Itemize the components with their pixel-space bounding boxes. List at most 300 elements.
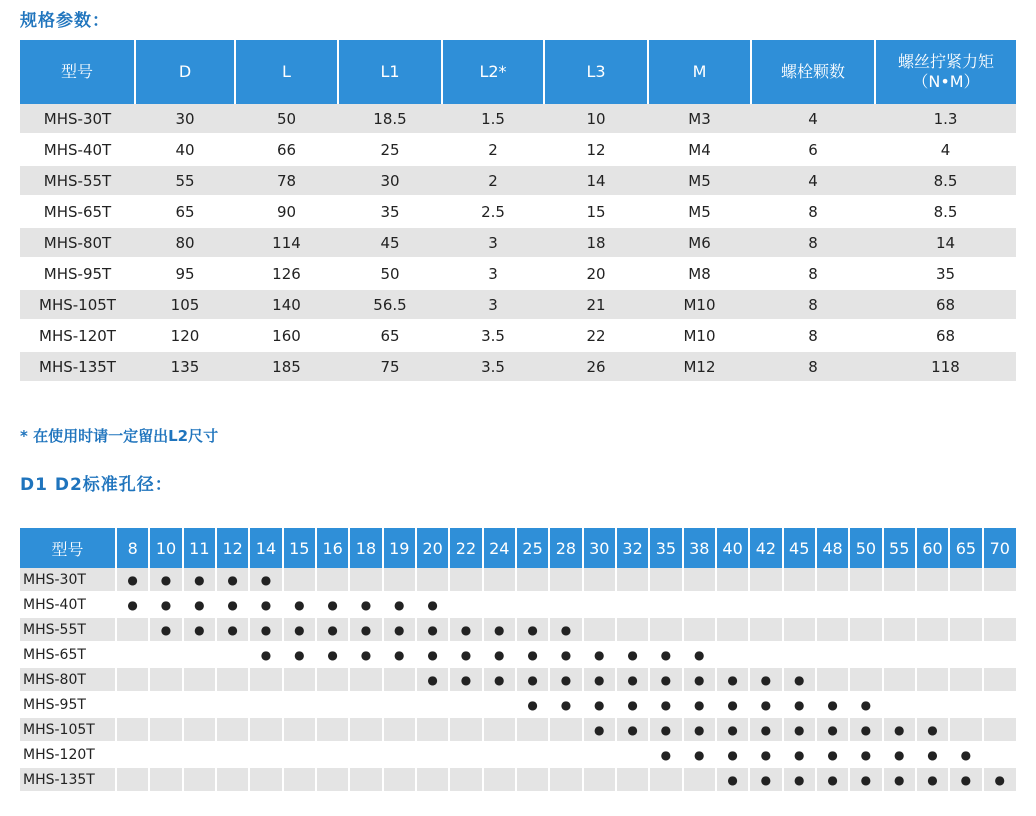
bore-empty-cell [149, 642, 182, 667]
bore-available-dot: ● [216, 592, 249, 617]
spec-value-cell: 120 [135, 320, 235, 351]
spec-value-cell: 4 [875, 134, 1016, 165]
spec-value-cell: 35 [875, 258, 1016, 289]
bore-empty-cell [649, 767, 682, 792]
spec-value-cell: 40 [135, 134, 235, 165]
bore-available-dot: ● [683, 717, 716, 742]
bore-available-dot: ● [216, 617, 249, 642]
bore-model-header: 型号 [20, 528, 116, 568]
bore-empty-cell [983, 642, 1016, 667]
bore-empty-cell [149, 742, 182, 767]
bore-empty-cell [416, 717, 449, 742]
spec-value-cell: M4 [648, 134, 751, 165]
spec-value-cell: 90 [235, 196, 338, 227]
bore-empty-cell [483, 568, 516, 592]
spec-value-cell: 8.5 [875, 165, 1016, 196]
bore-empty-cell [249, 667, 282, 692]
spec-header-cell: 螺栓颗数 [751, 40, 875, 104]
spec-header-row [20, 40, 1016, 104]
bore-available-dot: ● [649, 692, 682, 717]
bore-empty-cell [516, 592, 549, 617]
spec-row [20, 165, 1016, 196]
spec-model-cell: MHS-135T [20, 351, 135, 382]
bore-available-dot: ● [883, 717, 916, 742]
bore-empty-cell [549, 592, 582, 617]
spec-row [20, 351, 1016, 382]
bore-size-header: 11 [183, 528, 216, 568]
spec-value-cell: 18.5 [338, 104, 442, 134]
bore-row [20, 667, 1016, 692]
spec-value-cell: 68 [875, 289, 1016, 320]
bore-row [20, 617, 1016, 642]
spec-value-cell: 1.3 [875, 104, 1016, 134]
bore-available-dot: ● [416, 592, 449, 617]
spec-value-cell: 114 [235, 227, 338, 258]
bore-header-row [20, 528, 1016, 568]
bore-size-header: 10 [149, 528, 182, 568]
bore-empty-cell [249, 717, 282, 742]
bore-empty-cell [949, 692, 982, 717]
bore-empty-cell [116, 617, 149, 642]
bore-empty-cell [549, 717, 582, 742]
bore-empty-cell [349, 692, 382, 717]
bore-empty-cell [383, 717, 416, 742]
bore-available-dot: ● [983, 767, 1016, 792]
bore-empty-cell [816, 642, 849, 667]
spec-value-cell: 3.5 [442, 320, 544, 351]
bore-available-dot: ● [316, 617, 349, 642]
spec-value-cell: 14 [875, 227, 1016, 258]
spec-value-cell: M8 [648, 258, 751, 289]
bore-empty-cell [183, 692, 216, 717]
bore-empty-cell [883, 692, 916, 717]
bore-available-dot: ● [816, 717, 849, 742]
bore-empty-cell [449, 568, 482, 592]
bore-size-header: 70 [983, 528, 1016, 568]
bore-empty-cell [983, 717, 1016, 742]
bore-empty-cell [783, 617, 816, 642]
bore-empty-cell [983, 742, 1016, 767]
bore-available-dot: ● [449, 617, 482, 642]
spec-value-cell: 3.5 [442, 351, 544, 382]
bore-empty-cell [916, 617, 949, 642]
spec-model-cell: MHS-120T [20, 320, 135, 351]
bore-empty-cell [616, 568, 649, 592]
spec-value-cell: 68 [875, 320, 1016, 351]
bore-size-header: 24 [483, 528, 516, 568]
spec-value-cell: M5 [648, 196, 751, 227]
spec-value-cell: 75 [338, 351, 442, 382]
spec-section-title: 规格参数： [20, 11, 110, 31]
bore-available-dot: ● [949, 742, 982, 767]
bore-available-dot: ● [749, 667, 782, 692]
bore-empty-cell [116, 692, 149, 717]
bore-size-header: 22 [449, 528, 482, 568]
bore-available-dot: ● [283, 592, 316, 617]
spec-value-cell: 140 [235, 289, 338, 320]
bore-empty-cell [849, 592, 882, 617]
bore-available-dot: ● [783, 767, 816, 792]
spec-value-cell: 80 [135, 227, 235, 258]
bore-empty-cell [683, 767, 716, 792]
bore-empty-cell [449, 742, 482, 767]
bore-empty-cell [216, 642, 249, 667]
bore-available-dot: ● [649, 667, 682, 692]
bore-empty-cell [183, 667, 216, 692]
bore-empty-cell [883, 642, 916, 667]
bore-table [20, 528, 1016, 793]
bore-available-dot: ● [816, 692, 849, 717]
bore-available-dot: ● [549, 642, 582, 667]
bore-size-header: 15 [283, 528, 316, 568]
spec-value-cell: 105 [135, 289, 235, 320]
bore-size-header: 30 [583, 528, 616, 568]
bore-empty-cell [383, 692, 416, 717]
bore-available-dot: ● [783, 692, 816, 717]
bore-available-dot: ● [283, 642, 316, 667]
bore-empty-cell [316, 717, 349, 742]
bore-empty-cell [616, 742, 649, 767]
bore-available-dot: ● [583, 692, 616, 717]
bore-empty-cell [416, 742, 449, 767]
bore-empty-cell [616, 592, 649, 617]
spec-value-cell: 8 [751, 227, 875, 258]
spec-header-cell: L2* [442, 40, 544, 104]
bore-available-dot: ● [349, 617, 382, 642]
spec-value-cell: 50 [235, 104, 338, 134]
bore-row [20, 717, 1016, 742]
bore-empty-cell [783, 568, 816, 592]
bore-empty-cell [383, 767, 416, 792]
spec-value-cell: 18 [544, 227, 648, 258]
spec-value-cell: 2 [442, 165, 544, 196]
bore-row [20, 742, 1016, 767]
bore-available-dot: ● [549, 617, 582, 642]
bore-empty-cell [916, 592, 949, 617]
bore-available-dot: ● [449, 667, 482, 692]
bore-empty-cell [283, 767, 316, 792]
bore-empty-cell [883, 592, 916, 617]
bore-available-dot: ● [749, 767, 782, 792]
bore-row [20, 642, 1016, 667]
bore-size-header: 40 [716, 528, 749, 568]
bore-empty-cell [149, 692, 182, 717]
spec-value-cell: 95 [135, 258, 235, 289]
bore-empty-cell [983, 592, 1016, 617]
bore-available-dot: ● [449, 642, 482, 667]
spec-model-cell: MHS-80T [20, 227, 135, 258]
bore-empty-cell [516, 767, 549, 792]
spec-value-cell: 55 [135, 165, 235, 196]
bore-empty-cell [816, 592, 849, 617]
bore-empty-cell [183, 767, 216, 792]
bore-model-cell: MHS-95T [20, 692, 116, 717]
bore-size-header: 38 [683, 528, 716, 568]
bore-empty-cell [383, 568, 416, 592]
bore-empty-cell [216, 667, 249, 692]
bore-size-header: 45 [783, 528, 816, 568]
bore-empty-cell [583, 742, 616, 767]
spec-value-cell: 8 [751, 351, 875, 382]
bore-available-dot: ● [249, 568, 282, 592]
bore-empty-cell [216, 742, 249, 767]
spec-value-cell: 8 [751, 320, 875, 351]
bore-available-dot: ● [583, 717, 616, 742]
spec-header-cell: L1 [338, 40, 442, 104]
bore-available-dot: ● [716, 667, 749, 692]
bore-size-header: 65 [949, 528, 982, 568]
bore-available-dot: ● [683, 667, 716, 692]
bore-model-cell: MHS-40T [20, 592, 116, 617]
spec-row [20, 196, 1016, 227]
bore-available-dot: ● [149, 617, 182, 642]
bore-available-dot: ● [616, 667, 649, 692]
spec-value-cell: 4 [751, 104, 875, 134]
bore-empty-cell [583, 617, 616, 642]
spec-value-cell: 22 [544, 320, 648, 351]
bore-empty-cell [216, 692, 249, 717]
bore-available-dot: ● [849, 692, 882, 717]
bore-model-cell: MHS-30T [20, 568, 116, 592]
bore-available-dot: ● [583, 667, 616, 692]
bore-empty-cell [883, 568, 916, 592]
bore-empty-cell [483, 592, 516, 617]
bore-empty-cell [849, 568, 882, 592]
bore-size-header: 20 [416, 528, 449, 568]
bore-empty-cell [116, 667, 149, 692]
bore-available-dot: ● [549, 667, 582, 692]
bore-empty-cell [949, 717, 982, 742]
spec-value-cell: M10 [648, 320, 751, 351]
spec-value-cell: 66 [235, 134, 338, 165]
bore-available-dot: ● [783, 667, 816, 692]
bore-size-header: 16 [316, 528, 349, 568]
bore-empty-cell [949, 617, 982, 642]
bore-available-dot: ● [349, 642, 382, 667]
bore-empty-cell [916, 568, 949, 592]
spec-value-cell: 12 [544, 134, 648, 165]
spec-row [20, 320, 1016, 351]
spec-value-cell: M6 [648, 227, 751, 258]
bore-available-dot: ● [883, 767, 916, 792]
spec-value-cell: M5 [648, 165, 751, 196]
l2-note: * 在使用时请一定留出L2尺寸 [20, 427, 219, 445]
spec-value-cell: 3 [442, 289, 544, 320]
bore-empty-cell [983, 617, 1016, 642]
bore-empty-cell [349, 767, 382, 792]
bore-row [20, 692, 1016, 717]
spec-value-cell: M10 [648, 289, 751, 320]
bore-empty-cell [683, 592, 716, 617]
bore-size-header: 12 [216, 528, 249, 568]
bore-available-dot: ● [316, 642, 349, 667]
bore-empty-cell [983, 667, 1016, 692]
bore-available-dot: ● [516, 667, 549, 692]
bore-empty-cell [483, 742, 516, 767]
bore-available-dot: ● [383, 642, 416, 667]
bore-available-dot: ● [649, 642, 682, 667]
spec-model-cell: MHS-40T [20, 134, 135, 165]
bore-empty-cell [549, 742, 582, 767]
bore-size-header: 28 [549, 528, 582, 568]
bore-empty-cell [916, 642, 949, 667]
bore-available-dot: ● [416, 617, 449, 642]
bore-empty-cell [716, 568, 749, 592]
bore-empty-cell [583, 592, 616, 617]
bore-empty-cell [283, 667, 316, 692]
spec-row [20, 134, 1016, 165]
bore-available-dot: ● [716, 717, 749, 742]
bore-size-header: 18 [349, 528, 382, 568]
bore-available-dot: ● [416, 642, 449, 667]
spec-row [20, 289, 1016, 320]
spec-value-cell: 56.5 [338, 289, 442, 320]
bore-empty-cell [416, 767, 449, 792]
spec-value-cell: 30 [135, 104, 235, 134]
spec-header-cell: M [648, 40, 751, 104]
bore-row [20, 568, 1016, 592]
spec-value-cell: M3 [648, 104, 751, 134]
spec-model-cell: MHS-95T [20, 258, 135, 289]
bore-available-dot: ● [216, 568, 249, 592]
bore-empty-cell [316, 742, 349, 767]
bore-available-dot: ● [583, 642, 616, 667]
bore-available-dot: ● [816, 767, 849, 792]
spec-value-cell: 30 [338, 165, 442, 196]
bore-available-dot: ● [683, 742, 716, 767]
bore-empty-cell [216, 717, 249, 742]
bore-empty-cell [249, 742, 282, 767]
spec-value-cell: 20 [544, 258, 648, 289]
bore-available-dot: ● [849, 767, 882, 792]
bore-available-dot: ● [783, 717, 816, 742]
bore-empty-cell [883, 617, 916, 642]
bore-empty-cell [516, 742, 549, 767]
bore-available-dot: ● [716, 692, 749, 717]
bore-available-dot: ● [749, 692, 782, 717]
bore-available-dot: ● [749, 742, 782, 767]
bore-size-header: 32 [616, 528, 649, 568]
bore-empty-cell [149, 767, 182, 792]
bore-empty-cell [449, 767, 482, 792]
bore-available-dot: ● [649, 717, 682, 742]
bore-available-dot: ● [949, 767, 982, 792]
spec-header-cell: 螺丝拧紧力矩 （N•M） [875, 40, 1016, 104]
bore-empty-cell [183, 717, 216, 742]
bore-available-dot: ● [749, 717, 782, 742]
bore-available-dot: ● [816, 742, 849, 767]
bore-available-dot: ● [249, 592, 282, 617]
spec-header-cell: 型号 [20, 40, 135, 104]
bore-row [20, 767, 1016, 792]
bore-available-dot: ● [183, 592, 216, 617]
bore-empty-cell [316, 692, 349, 717]
spec-model-cell: MHS-30T [20, 104, 135, 134]
spec-table [20, 40, 1016, 383]
bore-available-dot: ● [516, 692, 549, 717]
spec-row [20, 258, 1016, 289]
spec-header-cell: L3 [544, 40, 648, 104]
bore-available-dot: ● [716, 767, 749, 792]
bore-empty-cell [116, 717, 149, 742]
spec-value-cell: 8.5 [875, 196, 1016, 227]
spec-value-cell: 65 [338, 320, 442, 351]
bore-empty-cell [783, 642, 816, 667]
bore-empty-cell [116, 767, 149, 792]
bore-empty-cell [749, 592, 782, 617]
bore-empty-cell [649, 592, 682, 617]
bore-available-dot: ● [916, 717, 949, 742]
spec-model-cell: MHS-55T [20, 165, 135, 196]
bore-empty-cell [349, 717, 382, 742]
bore-size-header: 50 [849, 528, 882, 568]
bore-available-dot: ● [916, 767, 949, 792]
bore-empty-cell [716, 642, 749, 667]
bore-available-dot: ● [883, 742, 916, 767]
bore-empty-cell [916, 667, 949, 692]
bore-empty-cell [916, 692, 949, 717]
spec-value-cell: 1.5 [442, 104, 544, 134]
bore-empty-cell [816, 617, 849, 642]
bore-empty-cell [616, 617, 649, 642]
bore-empty-cell [549, 568, 582, 592]
bore-available-dot: ● [683, 692, 716, 717]
bore-empty-cell [316, 767, 349, 792]
bore-empty-cell [383, 667, 416, 692]
spec-model-cell: MHS-105T [20, 289, 135, 320]
spec-value-cell: 185 [235, 351, 338, 382]
bore-empty-cell [583, 568, 616, 592]
spec-header-cell: L [235, 40, 338, 104]
bore-empty-cell [716, 592, 749, 617]
bore-empty-cell [249, 767, 282, 792]
bore-empty-cell [849, 617, 882, 642]
bore-available-dot: ● [649, 742, 682, 767]
spec-value-cell: 8 [751, 289, 875, 320]
bore-empty-cell [149, 667, 182, 692]
bore-empty-cell [316, 568, 349, 592]
spec-value-cell: 118 [875, 351, 1016, 382]
bore-row [20, 592, 1016, 617]
bore-empty-cell [283, 742, 316, 767]
bore-size-header: 60 [916, 528, 949, 568]
bore-available-dot: ● [616, 717, 649, 742]
spec-value-cell: 45 [338, 227, 442, 258]
spec-value-cell: 160 [235, 320, 338, 351]
bore-empty-cell [283, 568, 316, 592]
bore-empty-cell [349, 667, 382, 692]
bore-section-title: D1 D2标准孔径： [20, 475, 173, 495]
bore-empty-cell [183, 642, 216, 667]
bore-empty-cell [449, 592, 482, 617]
bore-available-dot: ● [783, 742, 816, 767]
bore-available-dot: ● [249, 642, 282, 667]
bore-empty-cell [116, 642, 149, 667]
bore-empty-cell [683, 568, 716, 592]
bore-available-dot: ● [183, 568, 216, 592]
bore-size-header: 48 [816, 528, 849, 568]
bore-available-dot: ● [183, 617, 216, 642]
bore-size-header: 8 [116, 528, 149, 568]
bore-empty-cell [516, 568, 549, 592]
bore-available-dot: ● [249, 617, 282, 642]
spec-value-cell: 3 [442, 258, 544, 289]
bore-empty-cell [783, 592, 816, 617]
bore-available-dot: ● [516, 617, 549, 642]
bore-size-header: 35 [649, 528, 682, 568]
bore-available-dot: ● [349, 592, 382, 617]
bore-empty-cell [583, 767, 616, 792]
